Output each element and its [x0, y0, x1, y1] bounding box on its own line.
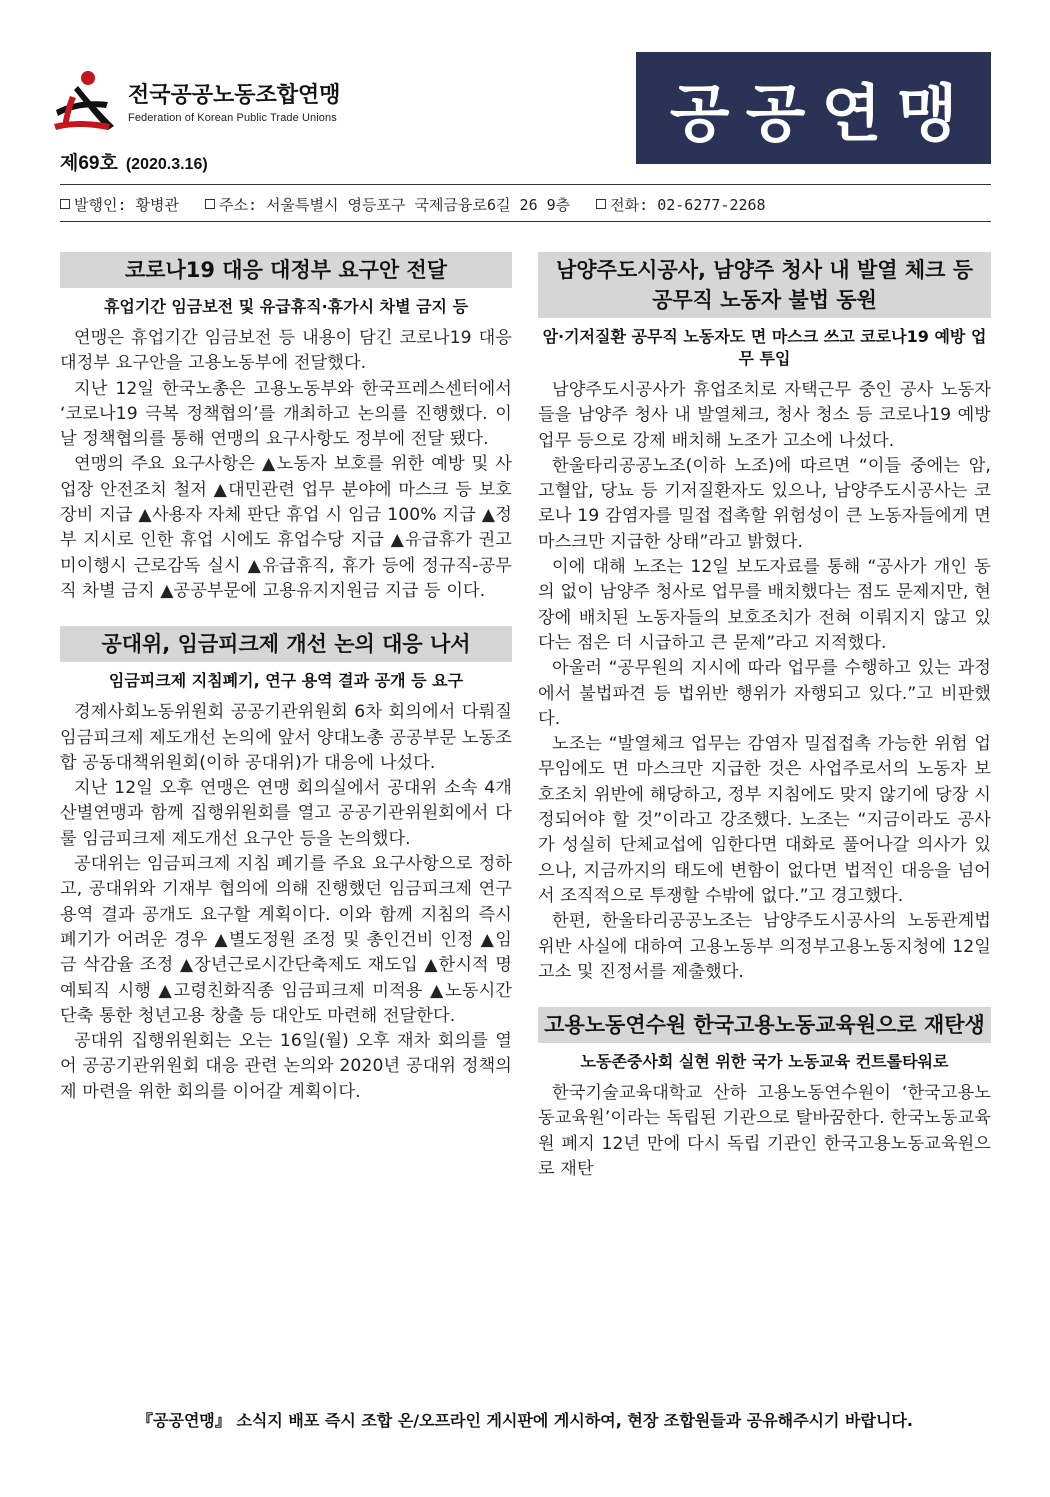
masthead [0, 0, 1050, 240]
header-rule-bottom [60, 221, 991, 222]
article-paragraph: 공대위는 임금피크제 지침 폐기를 주요 요구사항으로 정하고, 공대위와 기재부 협의에 의해 진행했던 임금피크제 연구용역 결과 공개도 요구할 계획이다. 이와 함께 지침의 즉시 폐기가 어려운 경우 ▲별도정원 조정 및 총인건비 인정 ▲임금 삭감율 조정 ▲장년근로시간단축제도 재도입 ▲한시적 명예퇴직 시행 ▲고령친화직종 임금피크제 미적용 ▲노동시간 단축 통한 청년고용 창출 등 대안도 마련해 전달한다. [60, 854, 512, 1026]
org-name-en: Federation of Korean Public Trade Unions [128, 112, 337, 124]
article-labor-education [538, 1007, 991, 1182]
issue-number: 제69호 [60, 153, 118, 174]
paper-title: 공공연맹 [669, 76, 974, 150]
left-column [60, 252, 512, 1127]
article-paragraph: 연맹의 주요 요구사항은 ▲노동자 보호를 위한 예방 및 사업장 안전조치 철저 ▲대민관련 업무 분야에 마스크 등 보호장비 지급 ▲사용자 자체 판단 휴업 시 임금 100% 지급 ▲정부 지시로 인한 휴업 시에도 휴업수당 지급 ▲유급휴가 권고 미이행시 근로감독 실시 ▲유급휴직, 휴가 등에 정규직-공무직 차별 금지 ▲공공부문에 고용유지지원금 지급 등 이다. [60, 454, 512, 601]
article-paragraph: 지난 12일 오후 연맹은 연맹 회의실에서 공대위 소속 4개 산별연맹과 함께 집행위원회를 열고 공공기관위원회에서 다룰 임금피크제 제도개선 요구안 등을 논의했다. [60, 778, 512, 849]
article-paragraph: 한국기술교육대학교 산하 고용노동연수원이 ‘한국고용노동교육원’이라는 독립된 기관으로 탈바꿈한다. 한국노동교육원 폐지 12년 만에 다시 독립 기관인 한국고용노동교육원으로 재탄 [538, 1083, 991, 1180]
phone-info [596, 194, 765, 215]
article-wage-peak [60, 626, 512, 1105]
publication-info-bar [60, 190, 991, 218]
article-subheadline: 휴업기간 임금보전 및 유급휴직·휴가시 차별 금지 등 [103, 297, 469, 316]
issue-date: (2020.3.16) [125, 156, 208, 173]
article-paragraph: 남양주도시공사가 휴업조치로 자택근무 중인 공사 노동자들을 남양주 청사 내 발열체크, 청사 청소 등 코로나19 예방 업무 등으로 강제 배치해 노조가 고소에 나섰다. [538, 380, 991, 451]
paper-title-box [636, 52, 991, 164]
article-subheadline: 암·기저질환 공무직 노동자도 면 마스크 쓰고 코로나19 예방 업무 투입 [542, 327, 987, 368]
issue-info [60, 148, 208, 175]
article-headline: 코로나19 대응 대정부 요구안 전달 [60, 252, 512, 288]
address-text: 주소: 서울특별시 영등포구 국제금융로6길 26 9층 [219, 195, 571, 214]
publisher-info [60, 194, 179, 215]
checkbox-bullet-icon [205, 199, 215, 209]
address-info [205, 194, 570, 215]
phone-text: 전화: 02-6277-2268 [610, 195, 766, 214]
article-paragraph: 한울타리공공노조(이하 노조)에 따르면 “이들 중에는 암, 고혈압, 당뇨 등 기저질환자도 있으나, 남양주도시공사는 코로나 19 감염자를 밀접 접촉할 위험성이 큰 노동자들에게 면 마스크만 지급한 상태”라고 밝혔다. [538, 455, 991, 552]
header-rule-top [60, 184, 991, 185]
right-column [538, 252, 991, 1204]
org-logo [48, 66, 348, 136]
article-paragraph: 이에 대해 노조는 12일 보도자료를 통해 “공사가 개인 동의 없이 남양주 청사로 업무를 배치했다는 점도 문제지만, 현장에 배치된 노동자들의 보호조치가 전혀 이뤄지지 않고 있다는 점은 더 시급하고 큰 문제”라고 지적했다. [538, 557, 991, 653]
article-subheadline: 노동존중사회 실현 위한 국가 노동교육 컨트롤타워로 [580, 1052, 949, 1072]
checkbox-bullet-icon [60, 199, 70, 209]
article-headline: 남양주도시공사, 남양주 청사 내 발열 체크 등 공무직 노동자 불법 동원 [538, 252, 991, 318]
article-subheadline: 임금피크제 지침폐기, 연구 용역 결과 공개 등 요구 [108, 671, 464, 691]
article-covid-demands [60, 252, 512, 604]
publisher-text: 발행인: 황병관 [74, 195, 180, 214]
footer-notice: 『공공연맹』 소식지 배포 즉시 조합 온/오프라인 게시판에 게시하여, 현장 조합원들과 공유해주시기 바랍니다. [137, 1411, 913, 1430]
article-headline: 고용노동연수원 한국고용노동교육원으로 재탄생 [538, 1007, 991, 1043]
org-name-kr: 전국공공노동조합연맹 [128, 83, 341, 108]
article-paragraph: 경제사회노동위원회 공공기관위원회 6차 회의에서 다뤄질 임금피크제 제도개선 논의에 앞서 양대노총 공공부문 노동조합 공동대책위원회(이하 공대위)가 대응에 나섰다. [60, 702, 512, 773]
article-body [60, 700, 512, 1105]
article-paragraph: 노조는 “발열체크 업무는 감염자 밀접접촉 가능한 위험 업무임에도 면 마스크만 지급한 것은 사업주로서의 노동자 보호조치 위반에 해당하고, 정부 지침에도 맞지 않기에 당장 시정되어야 할 것”이라고 강조했다. 노조는 “지금이라도 공사가 성실히 단체교섭에 임한다면 대화로 풀어나갈 의사가 있으나, 지금까지의 태도에 변함이 없다면 법적인 대응을 넘어서 조직적으로 투쟁할 수밖에 없다.”고 경고했다. [538, 734, 991, 906]
checkbox-bullet-icon [596, 199, 606, 209]
article-body [538, 1081, 991, 1182]
article-namyangju [538, 252, 991, 985]
article-paragraph: 공대위 집행위원회는 오는 16일(월) 오후 재차 회의를 열어 공공기관위원회 대응 관련 논의와 2020년 공대위 정책의제 마련을 위한 회의를 이어갈 계획이다. [60, 1031, 512, 1102]
article-paragraph: 한편, 한울타리공공노조는 남양주도시공사의 노동관계법 위반 사실에 대하여 고용노동부 의정부고용노동지청에 12일 고소 및 진정서를 제출했다. [538, 911, 991, 982]
article-body [538, 378, 991, 985]
article-paragraph: 연맹은 휴업기간 임금보전 등 내용이 담긴 코로나19 대응 대정부 요구안을 고용노동부에 전달했다. [60, 328, 512, 374]
article-body [60, 326, 512, 604]
article-paragraph: 지난 12일 한국노총은 고용노동부와 한국프레스센터에서 ‘코로나19 극복 정책협의’를 개최하고 논의를 진행했다. 이날 정책협의를 통해 연맹의 요구사항도 정부에 전달 됐다. [60, 378, 512, 450]
article-paragraph: 아울러 “공무원의 지시에 따라 업무를 수행하고 있는 과정에서 불법파견 등 법위반 행위가 자행되고 있다.”고 비판했다. [538, 658, 991, 729]
article-headline: 공대위, 임금피크제 개선 논의 대응 나서 [60, 626, 512, 662]
union-emblem-icon [48, 66, 122, 136]
